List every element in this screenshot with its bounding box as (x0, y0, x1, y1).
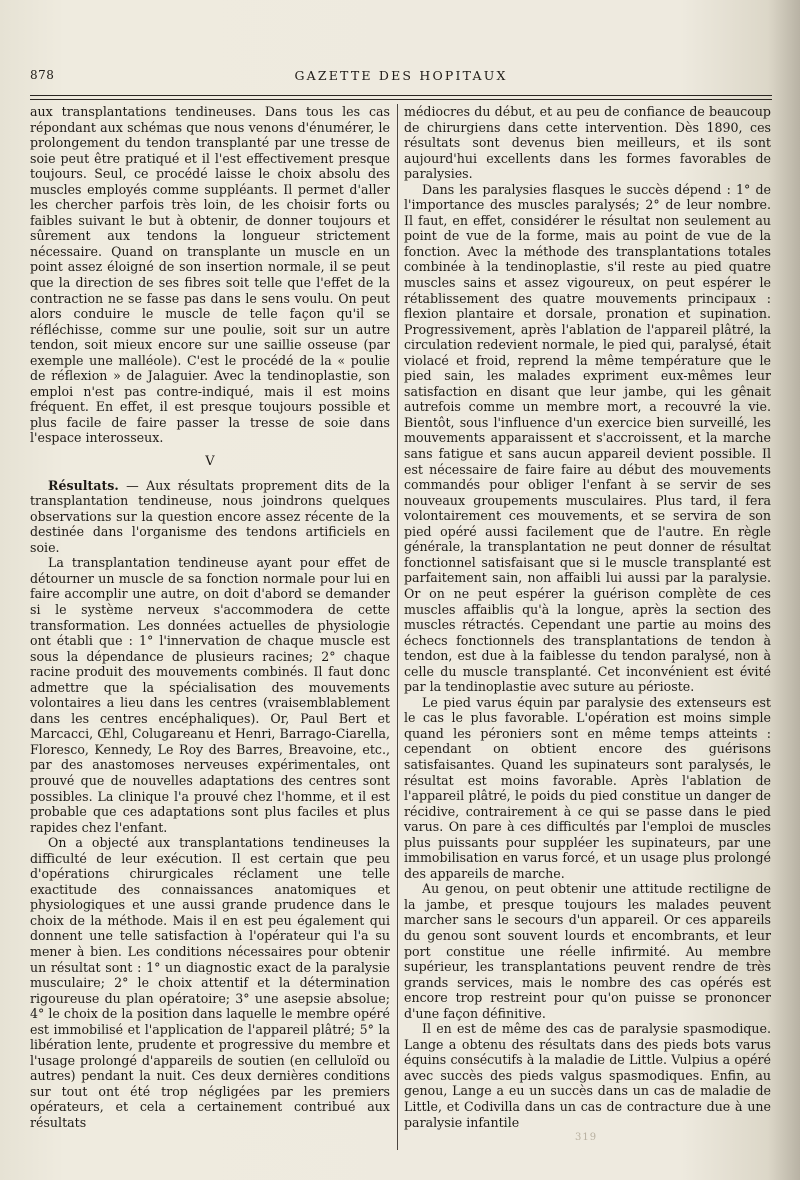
left-column (30, 104, 390, 1154)
page-number: 878 (30, 68, 55, 82)
right-paragraph-5: Il en est de même des cas de paralysie spasmodique. Lange a obtenu des résultats dans des pieds bots varus équins consécutifs à la maladie de Little. Vulpius a opéré avec succès des pieds valgus spasmodiques. Enfin, au genou, Lange a eu un succès dans un cas de maladie de Little, et Codivilla dans un cas de contracture due à une paralysie infantile (404, 1021, 771, 1130)
header-rule-top (30, 95, 772, 96)
right-paragraph-3: Le pied varus équin par paralysie des extenseurs est le cas le plus favorable. L'opération est moins simple quand les péroniers sont en même temps atteints : cependant on obtient encore des guérisons satisfaisantes. Quand les supinateurs sont paralysés, le résultat est moins favorable. Après l'ablation de l'appareil plâtré, le poids du pied constitue un danger de récidive, contrairement à ce qui se passe dans le pied varus. On pare à ces difficultés par l'emploi de muscles plus puissants pour suppléer les supinateurs, par une immobilisation en varus forcé, et un usage plus prolongé des appareils de marche. (404, 694, 771, 881)
right-paragraph-1: médiocres du début, et au peu de confiance de beaucoup de chirurgiens dans cette intervention. Dès 1890, ces résultats sont devenus bien meilleurs, et ils sont aujourd'hui excellents dans les formes favorables de paralysies. (404, 104, 771, 182)
left-paragraph-3: La transplantation tendineuse ayant pour effet de détourner un muscle de sa fonction normale pour lui en faire accomplir une autre, on doit d'abord se demander si le système nerveux s'accommodera de cette transformation. Les données actuelles de physiologie ont établi que : 1° l'innervation de chaque muscle est sous la dépendance de plusieurs racines; 2° chaque racine produit des mouvements combinés. Il faut donc admettre que la spécialisation des mouvements volontaires a lieu dans les centres (vraisemblablement dans les centres encéphaliques). Or, Paul Bert et Marcacci, Œhl, Colugareanu et Henri, Barrago-Ciarella, Floresco, Kennedy, Le Roy des Barres, Breavoine, etc., par des anastomoses nerveuses expérimentales, ont prouvé que de nouvelles adaptations des centres sont possibles. La clinique l'a prouvé chez l'homme, et il est probable que ces adaptations sont plus faciles et plus rapides chez l'enfant. (30, 555, 390, 835)
page-header (30, 68, 772, 88)
section-number: V (205, 454, 215, 470)
results-text: — Aux résultats proprement dits de la transplantation tendineuse, nous joindrons quelques observations sur la question encore assez récente de la destinée dans l'organisme des tendons artificiels en soie. (30, 477, 390, 555)
right-paragraph-2: Dans les paralysies flasques le succès dépend : 1° de l'importance des muscles paralysés; 2° de leur nombre. Il faut, en effet, considérer le résultat non seulement au point de vue de la forme, mais au point de vue de la fonction. Avec la méthode des transplantations totales combinée à la tendinoplastie, s'il reste au pied quatre muscles sains et assez vigoureux, on peut espérer le rétablissement des quatre mouvements principaux : flexion plantaire et dorsale, pronation et supination. Progressivement, après l'ablation de l'appareil plâtré, la circulation redevient normale, le pied qui, paralysé, était violacé et froid, reprend la même température que le pied sain, les malades expriment eux-mêmes leur satisfaction en disant que leur jambe, qui les gênait autrefois comme un membre mort, a recouvré la vie. Bientôt, sous l'influence d'un exercice bien surveillé, les mouvements apparaissent et s'accroissent, et la marche sans fatigue et sans aucun appareil devient possible. Il est nécessaire de faire faire au début des mouvements commandés pour obliger l'enfant à se servir de ses nouveaux groupements musculaires. Plus tard, il fera volontairement ces mouvements, et se servira de son pied opéré aussi facilement que de l'autre. En règle générale, la transplantation ne peut donner de résultat fonctionnel satisfaisant que si le muscle transplanté est parfaitement sain, non affaibli lui aussi par la paralysie. Or on ne peut espérer la guérison complète de ces muscles affaiblis qu'à la longue, après la section des muscles rétractés. Cependant une partie au moins des échecs fonctionnels des transplantations de tendon à tendon, est due à la faiblesse du tendon paralysé, non à celle du muscle transplanté. Cet inconvénient est évité par la tendinoplastie avec suture au périoste. (404, 181, 771, 695)
left-paragraph-1: aux transplantations tendineuses. Dans tous les cas répondant aux schémas que nous venons d'énumérer, le prolongement du tendon transplanté par une tresse de soie peut être pratiqué et il l'est effectivement presque toujours. Seul, ce procédé laisse le choix absolu des muscles employés comme suppléants. Il permet d'aller les chercher parfois très loin, de les choisir forts ou faibles suivant le but à obtenir, de donner toujours et sûrement aux tendons la longueur strictement nécessaire. Quand on transplante un muscle en un point assez éloigné de son insertion normale, il se peut que la direction de ses fibres soit telle que l'effet de la contraction ne se fasse pas dans le sens voulu. On peut alors conduire le muscle de telle façon qu'il se réfléchisse, comme sur une poulie, soit sur un autre tendon, soit mieux encore sur une saillie osseuse (par exemple une malléole). C'est le procédé de la « poulie de réflexion » de Jalaguier. Avec la tendinoplastie, son emploi n'est pas contre-indiqué, mais il est moins fréquent. En effet, il est presque toujours possible et plus facile de faire passer la tresse de soie dans l'espace interosseux. (30, 104, 390, 446)
right-column (404, 104, 771, 1154)
right-paragraph-4: Au genou, on peut obtenir une attitude rectiligne de la jambe, et presque toujours les malades peuvent marcher sans le secours d'un appareil. Or ces appareils du genou sont souvent lourds et encombrants, et leur port constitue une réelle infirmité. Au membre supérieur, les transplantations peuvent rendre de très grands services, mais le nombre des cas opérés est encore trop restreint pour qu'on puisse se prononcer d'une façon définitive. (404, 881, 771, 1021)
header-rule-bottom (30, 99, 772, 100)
column-divider (397, 104, 398, 1150)
left-paragraph-4: On a objecté aux transplantations tendineuses la difficulté de leur exécution. Il est certain que peu d'opérations chirurgicales réclament une telle exactitude des connaissances anatomiques et physiologiques et une aussi grande prudence dans le choix de la méthode. Mais il en est peu également qui donnent une telle satisfaction à l'opérateur qui l'a su mener à bien. Les conditions nécessaires pour obtenir un résultat sont : 1° un diagnostic exact de la paralysie musculaire; 2° le choix attentif et la détermination rigoureuse du plan opératoire; 3° une asepsie absolue; 4° le choix de la position dans laquelle le membre opéré est immobilisé et l'application de l'appareil plâtré; 5° la libération lente, prudente et progressive du membre et l'usage prolongé d'appareils de soutien (en celluloïd ou autres) pendant la nuit. Ces deux dernières conditions sur tout ont été trop négligées par les premiers opérateurs, et cela a certainement contribué aux résultats (30, 835, 390, 1130)
running-title: GAZETTE DES HOPITAUX (294, 68, 508, 83)
results-paragraph (30, 478, 390, 556)
results-heading: Résultats. (48, 477, 119, 493)
faded-marginalia: 319 (575, 1132, 598, 1143)
